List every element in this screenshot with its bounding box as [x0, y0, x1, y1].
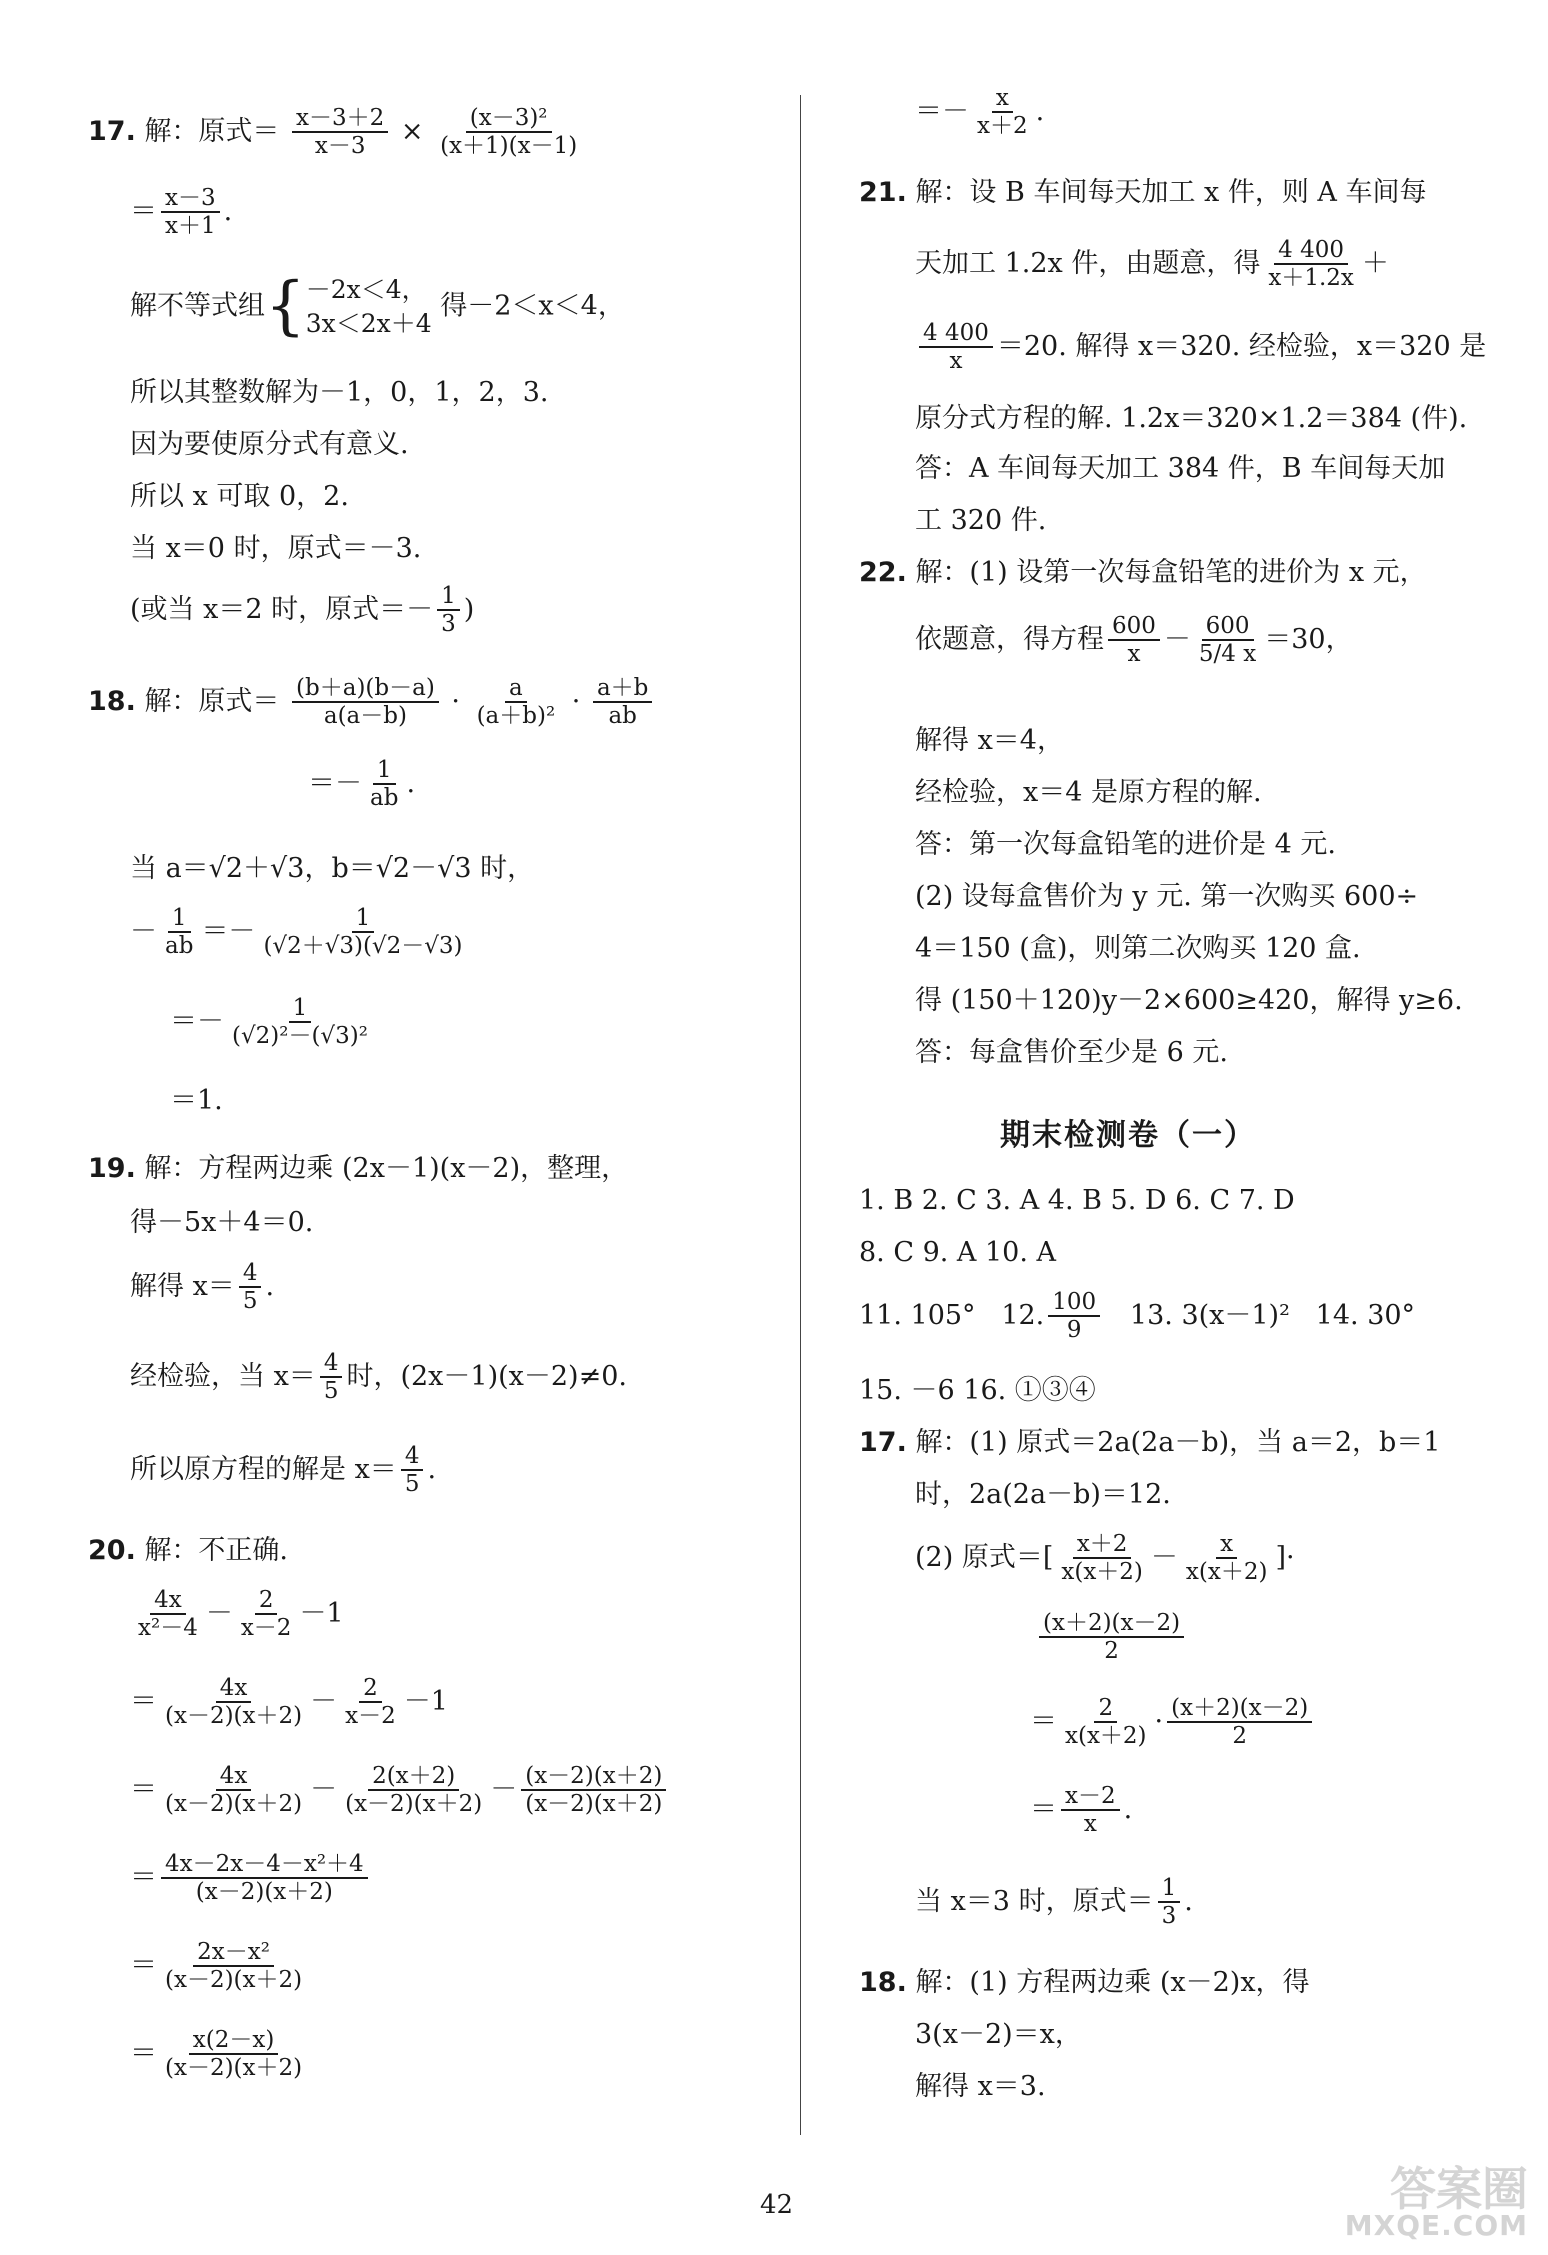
fraction [437, 583, 460, 638]
numerator: 1 [168, 905, 191, 933]
q21-line3 [915, 320, 1486, 375]
q20-expr1 [130, 1587, 344, 1642]
denominator: x²－4 [138, 1615, 198, 1642]
denominator: x－3 [314, 133, 366, 160]
q17-line8 [130, 583, 474, 638]
numerator: x－2 [1061, 1783, 1120, 1811]
numerator: 2 [255, 1587, 278, 1615]
denominator: x－2 [345, 1703, 396, 1730]
numerator: 4 [320, 1350, 343, 1378]
fraction [1182, 1531, 1272, 1586]
operator: ＝ [1030, 1705, 1057, 1737]
fraction [161, 905, 197, 960]
q18-line5 [170, 995, 376, 1050]
q17-line3 [130, 269, 625, 344]
operator: ＝ [130, 1773, 157, 1805]
fraction [1061, 1783, 1120, 1838]
fraction [401, 1443, 424, 1498]
numerator: 4x－2x－4－x²＋4 [161, 1851, 368, 1879]
q20-expr2 [130, 1675, 448, 1730]
operator: ＝ [1030, 1793, 1057, 1825]
numerator: 4 [239, 1260, 262, 1288]
fraction [320, 1350, 343, 1405]
numerator: (x＋2)(x－2) [1167, 1695, 1312, 1723]
q21-line2 [915, 237, 1389, 292]
punct: . [1184, 1885, 1193, 1917]
fraction [1195, 613, 1260, 668]
denominator: x－2 [240, 1615, 292, 1642]
denominator: 2 [1232, 1723, 1247, 1750]
denominator: x [1127, 641, 1141, 668]
answers-row4: 15. －6 16. ①③④ [859, 1375, 1096, 1406]
q17-line6: 所以 x 可取 0，2. [130, 481, 349, 512]
inequality: 3x＜2x＋4 [305, 308, 432, 338]
text: 时，(2x－1)(x－2)≠0. [346, 1360, 627, 1392]
question-number: 17. [859, 1427, 907, 1458]
text: 解：方程两边乘 (2x－1)(x－2)，整理， [144, 1153, 629, 1184]
fraction [593, 675, 652, 730]
fraction [161, 2027, 306, 2082]
denominator: (x＋1)(x－1) [440, 133, 578, 160]
numerator: 600 [1202, 613, 1254, 641]
numerator: 4 [401, 1443, 424, 1471]
numerator: x [1216, 1531, 1237, 1559]
operator: ＝ [130, 2037, 157, 2069]
denominator: 5 [323, 1378, 339, 1405]
operator: ＝ [130, 1949, 157, 1981]
denominator: ab [370, 785, 399, 812]
q17-line2 [130, 185, 232, 240]
numerator: x－3 [161, 185, 220, 213]
denominator: (√2＋√3)(√2－√3) [263, 933, 463, 960]
q21-line4: 原分式方程的解. 1.2x＝320×1.2＝384 (件). [915, 403, 1468, 434]
text: 经检验，当 x＝ [130, 1360, 316, 1392]
denominator: (x－2)(x＋2) [165, 1791, 303, 1818]
denominator: 3 [441, 611, 456, 638]
denominator: 5/4 x [1198, 641, 1257, 668]
operator: ＝－ [308, 767, 362, 799]
denominator: x＋1 [165, 213, 216, 240]
q22-line3: 解得 x＝4， [915, 725, 1064, 756]
operator: － [310, 1685, 338, 1717]
operator: ＝ [130, 1861, 157, 1893]
numerator: 1 [1158, 1875, 1181, 1903]
page-number: 42 [760, 2190, 794, 2220]
punct: . [1035, 95, 1045, 127]
text: 当 x＝3 时，原式＝ [915, 1885, 1154, 1917]
numerator: 4 400 [919, 320, 993, 348]
inequality-system [306, 273, 432, 341]
fraction [161, 1939, 306, 1994]
fraction [1108, 613, 1160, 668]
q20-expr5 [130, 1939, 310, 1994]
numerator: x(2－x) [189, 2027, 279, 2055]
numerator: (x－3)² [466, 105, 552, 133]
answer-11: 11. 105° [859, 1299, 976, 1331]
operator: · [1285, 1541, 1295, 1573]
answers-row2: 8. C 9. A 10. A [859, 1237, 1057, 1268]
denominator: (x－2)(x＋2) [165, 2055, 303, 2082]
denominator: x(x＋2) [1065, 1723, 1147, 1750]
denominator: x [949, 348, 963, 375]
text: 所以原方程的解是 x＝ [130, 1453, 397, 1485]
numerator: 1 [437, 583, 460, 611]
exam-q18-line1 [859, 1967, 1310, 1999]
punct: . [1123, 1793, 1133, 1825]
fraction [919, 320, 993, 375]
q20-expr4 [130, 1851, 372, 1906]
q19-line5 [130, 1443, 436, 1498]
denominator: (a＋b)² [476, 703, 556, 730]
numerator: (x＋2)(x－2) [1039, 1610, 1184, 1638]
question-number: 19. [88, 1153, 136, 1184]
q22-line1 [859, 557, 1427, 589]
text: ) [463, 593, 475, 625]
exam-q18-line2: 3(x－2)＝x， [915, 2019, 1082, 2050]
q19-line3 [130, 1260, 274, 1315]
operator: － [130, 915, 157, 947]
denominator: 5 [404, 1471, 420, 1498]
exam-q17-line5 [1030, 1695, 1316, 1750]
text: 解：设 B 车间每天加工 x 件，则 A 车间每 [915, 177, 1427, 208]
fraction [436, 105, 581, 160]
q20-line1 [88, 1535, 288, 1567]
denominator: (x－2)(x＋2) [195, 1879, 333, 1906]
question-number: 21. [859, 177, 907, 208]
operator: ＝－ [201, 915, 256, 947]
fraction [366, 757, 402, 812]
numerator: x－3＋2 [292, 105, 388, 133]
numerator: 2 [1094, 1695, 1117, 1723]
operator: ＋ [1361, 247, 1389, 279]
denominator: 9 [1066, 1317, 1082, 1344]
fraction [341, 1763, 486, 1818]
fraction [161, 1763, 306, 1818]
q19-line4 [130, 1350, 627, 1405]
answers-row1: 1. B 2. C 3. A 4. B 5. D 6. C 7. D [859, 1185, 1295, 1216]
answer-12-label: 12. [1001, 1299, 1045, 1331]
q18-line6: ＝1. [170, 1085, 223, 1116]
numerator: 600 [1108, 613, 1160, 641]
fraction [1158, 1875, 1181, 1930]
q22-line6: (2) 设每盒售价为 y 元. 第一次购买 600÷ [915, 881, 1419, 912]
fraction [1039, 1610, 1184, 1665]
fraction [161, 1675, 306, 1730]
q18-line1 [88, 675, 656, 730]
numerator: (b＋a)(b－a) [292, 675, 439, 703]
q17-line4: 所以其整数解为－1，0，1，2，3. [130, 377, 549, 408]
fraction [292, 675, 439, 730]
operator: × [400, 115, 424, 147]
answer-14: 14. 30° [1315, 1299, 1416, 1331]
fraction [237, 1587, 296, 1642]
q22-line2 [915, 613, 1353, 668]
q17-line1 [88, 105, 585, 160]
numerator: a＋b [593, 675, 652, 703]
fraction [228, 995, 372, 1050]
text: 解：(1) 设第一次每盒铅笔的进价为 x 元， [915, 557, 1427, 588]
denominator: ab [608, 703, 637, 730]
denominator: (x－2)(x＋2) [165, 1967, 303, 1994]
operator: ＝－ [170, 1005, 224, 1037]
numerator: x＋2 [1073, 1531, 1132, 1559]
denominator: x＋2 [977, 113, 1028, 140]
answer-13: 13. 3(x－1)² [1129, 1299, 1290, 1331]
answers-row3 [859, 1289, 1415, 1344]
numerator: 2x－x² [193, 1939, 274, 1967]
question-number: 20. [88, 1535, 136, 1566]
question-number: 18. [859, 1967, 907, 1998]
text: 得－2＜x＜4， [440, 290, 625, 322]
numerator: 1 [373, 757, 396, 785]
fraction [521, 1763, 666, 1818]
numerator: 4x [216, 1675, 252, 1703]
denominator: 3 [1161, 1903, 1177, 1930]
text: ＝30， [1264, 623, 1353, 655]
denominator: x [1083, 1811, 1097, 1838]
exam-q17-line4 [1035, 1610, 1188, 1665]
denominator: a(a－b) [323, 703, 407, 730]
operator: ＝－ [915, 95, 969, 127]
numerator: 2 [359, 1675, 382, 1703]
question-number: 18. [88, 685, 136, 717]
denominator: (√2)²－(√3)² [232, 1023, 368, 1050]
q20-continued [915, 85, 1044, 140]
question-number: 17. [88, 115, 136, 147]
text: 解得 x＝ [130, 1270, 235, 1302]
exam-q17-line6 [1030, 1783, 1132, 1838]
watermark-sub: MXQE.COM [1344, 2209, 1528, 2242]
fraction [1167, 1695, 1312, 1750]
punct: . [406, 767, 416, 799]
q17-line7: 当 x＝0 时，原式＝－3. [130, 533, 422, 564]
text: 解：不正确. [144, 1535, 289, 1566]
q18-line4 [130, 905, 471, 960]
column-divider [800, 95, 801, 2135]
section-heading: 期末检测卷（一） [1000, 1118, 1256, 1153]
numerator: a [505, 675, 527, 703]
q17-line5: 因为要使原分式有意义. [130, 429, 409, 460]
numerator: x [992, 85, 1013, 113]
numerator: 1 [289, 995, 312, 1023]
exam-q18-line3: 解得 x＝3. [915, 2071, 1046, 2102]
q22-line8: 得 (150＋120)y－2×600≥420，解得 y≥6. [915, 985, 1463, 1016]
exam-q17-line1 [859, 1427, 1441, 1459]
operator: · [1154, 1705, 1164, 1737]
text: 解：(1) 原式＝2a(2a－b)，当 a＝2，b＝1 [915, 1427, 1441, 1458]
fraction [292, 105, 388, 160]
fraction [1057, 1531, 1147, 1586]
fraction [259, 905, 466, 960]
fraction [161, 1851, 368, 1906]
fraction [1264, 237, 1358, 292]
q22-line9: 答：每盒售价至少是 6 元. [915, 1037, 1228, 1068]
watermark-main: 答案圈 [1390, 2162, 1528, 2216]
denominator: (x－2)(x＋2) [345, 1791, 483, 1818]
punct: . [427, 1453, 437, 1485]
question-number: 22. [859, 557, 907, 588]
numerator: 4x [216, 1763, 252, 1791]
denominator: ab [165, 933, 194, 960]
q22-line7: 4＝150 (盒)，则第二次购买 120 盒. [915, 933, 1361, 964]
operator: － [1150, 1541, 1178, 1573]
denominator: (x－2)(x＋2) [525, 1791, 663, 1818]
operator: － [310, 1773, 338, 1805]
punct: . [265, 1270, 275, 1302]
fraction [134, 1587, 202, 1642]
q21-line1 [859, 177, 1427, 209]
denominator: 5 [242, 1288, 258, 1315]
numerator: 4 400 [1274, 237, 1348, 265]
operator: － [205, 1597, 233, 1629]
text: －1 [299, 1597, 344, 1629]
operator: · [571, 685, 581, 717]
operator: － [1163, 623, 1191, 655]
text: 解不等式组 [130, 290, 265, 322]
inequality: －2x＜4， [305, 275, 427, 304]
exam-q17-line7 [915, 1875, 1193, 1930]
watermark-logo [1344, 2162, 1528, 2242]
exam-q17-line3: (2) 原式＝[ $\frac{x+2}{x(x+2)}$ － $\frac{x}{x(x+2)}$ ]· [915, 1531, 1295, 1586]
operator: ＝ [130, 1685, 157, 1717]
operator: · [451, 685, 460, 717]
denominator: x＋1.2x [1268, 265, 1354, 292]
denominator: (x－2)(x＋2) [165, 1703, 303, 1730]
denominator: x(x＋2) [1185, 1559, 1268, 1586]
denominator: x(x＋2) [1061, 1559, 1143, 1586]
fraction [239, 1260, 262, 1315]
fraction [341, 1675, 400, 1730]
numerator: 4x [150, 1587, 186, 1615]
denominator: 2 [1104, 1638, 1119, 1665]
q20-expr6 [130, 2027, 310, 2082]
q21-line6: 工 320 件. [915, 505, 1047, 536]
text: 依题意，得方程 [915, 623, 1104, 655]
text: －1 [403, 1685, 448, 1717]
text: 解：原式＝ [144, 115, 280, 147]
text: 解：原式＝ [144, 685, 280, 717]
q21-line5: 答：A 车间每天加工 384 件，B 车间每天加 [915, 453, 1446, 484]
numerator: 100 [1048, 1289, 1100, 1317]
fraction [1061, 1695, 1151, 1750]
numerator: (x－2)(x＋2) [521, 1763, 666, 1791]
brace-icon: { [265, 269, 306, 344]
q19-line2: 得－5x＋4＝0. [130, 1207, 314, 1238]
punct: . [223, 195, 233, 227]
q19-line1 [88, 1153, 628, 1185]
operator: ＝ [130, 195, 157, 227]
exam-q17-line2: 时，2a(2a－b)＝12. [915, 1479, 1171, 1510]
numerator: 1 [352, 905, 375, 933]
q18-line3: 当 a＝√2＋√3，b＝√2－√3 时， [130, 853, 535, 884]
text: (2) 原式＝ [915, 1541, 1043, 1573]
text: ＝20. 解得 x＝320. 经检验，x＝320 是 [996, 330, 1487, 362]
text: (或当 x＝2 时，原式＝－ [130, 593, 434, 625]
text: 天加工 1.2x 件，由题意，得 [915, 247, 1261, 279]
fraction [473, 675, 560, 730]
q22-line4: 经检验，x＝4 是原方程的解. [915, 777, 1262, 808]
fraction [161, 185, 220, 240]
q18-line2 [308, 757, 415, 812]
q22-line5: 答：第一次每盒铅笔的进价是 4 元. [915, 829, 1336, 860]
text: 解：(1) 方程两边乘 (x－2)x，得 [915, 1967, 1310, 1998]
fraction [973, 85, 1032, 140]
numerator: 2(x＋2) [368, 1763, 459, 1791]
operator: － [490, 1773, 518, 1805]
q20-expr3 [130, 1763, 670, 1818]
fraction [1048, 1289, 1100, 1344]
